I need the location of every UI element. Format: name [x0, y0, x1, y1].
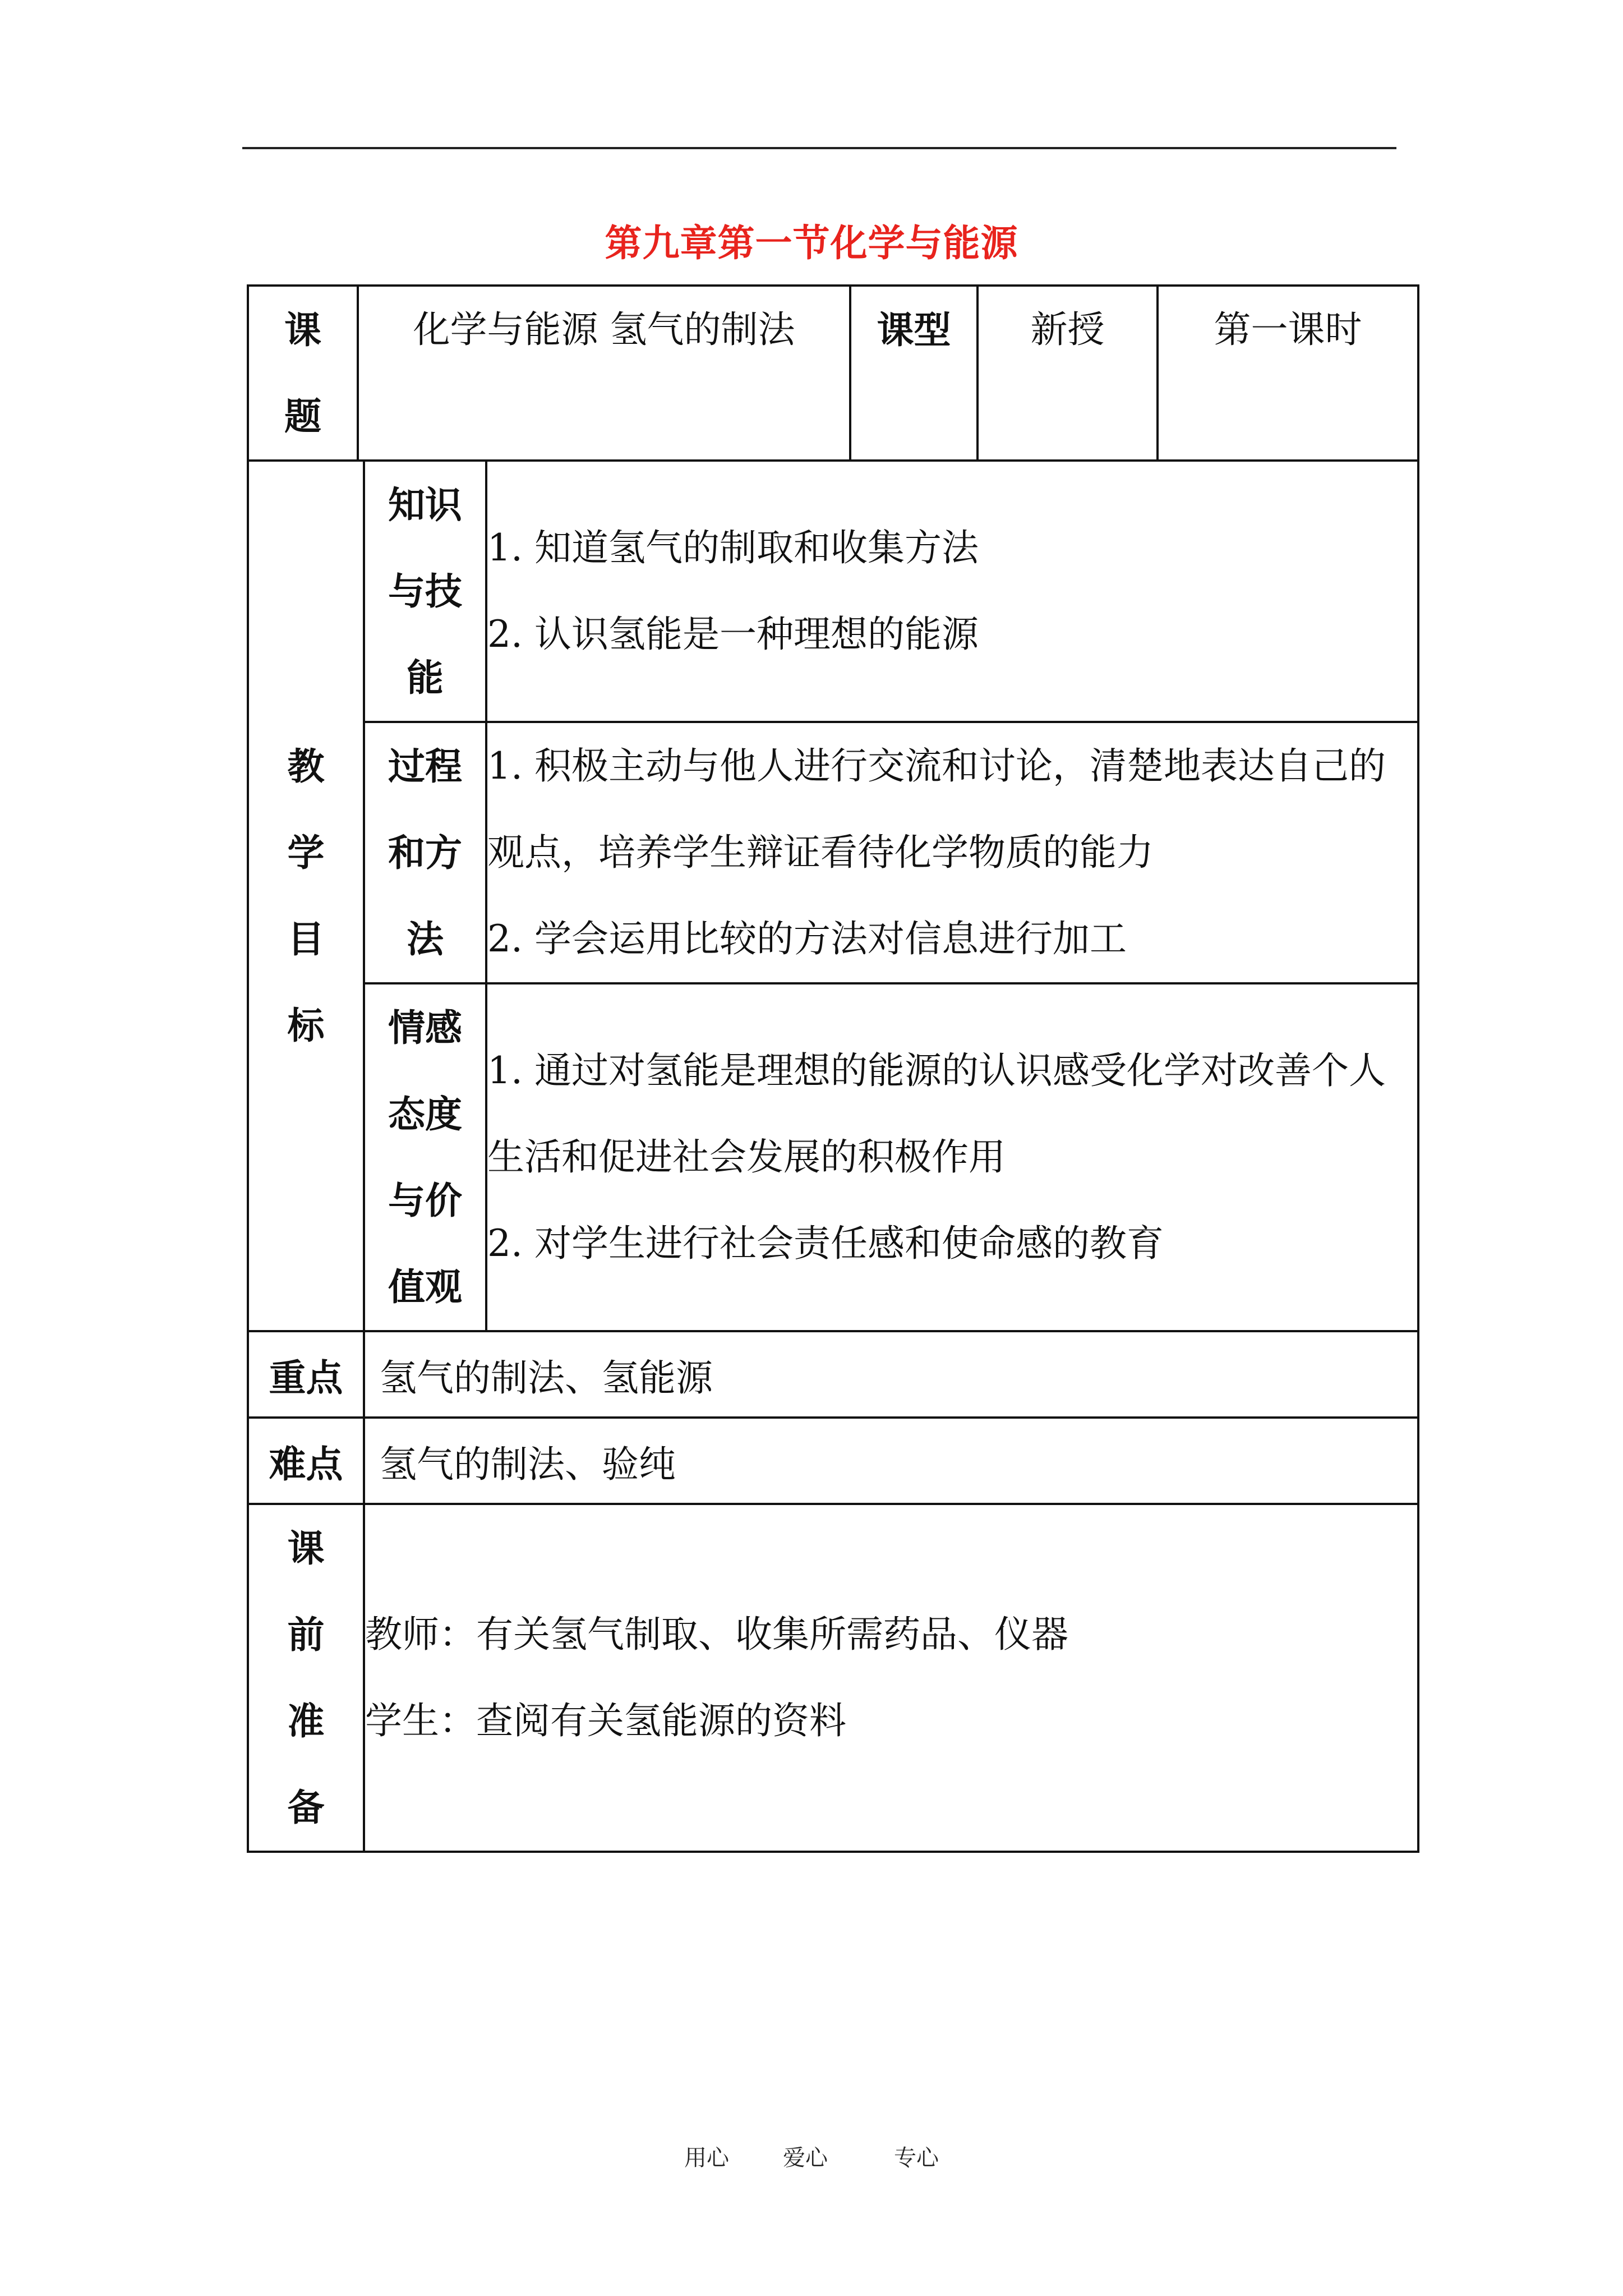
- preparation-label-cell: [248, 1504, 364, 1852]
- process-label-cell: [364, 722, 486, 983]
- topic-label-cell: [248, 286, 358, 461]
- difficulty-text: 氢气的制法、验纯: [380, 1442, 676, 1486]
- key-point-label: 重点: [269, 1355, 343, 1400]
- process-item: 2. 学会运用比较的方法对信息进行加工: [487, 917, 1127, 960]
- knowledge-item: 1. 知道氢气的制取和收集方法: [487, 526, 979, 569]
- preparation-row: [248, 1504, 1418, 1852]
- objectives-label-cell: [248, 461, 364, 1331]
- footer-text: 专心: [894, 2145, 939, 2171]
- footer-text: 用心: [684, 2145, 729, 2171]
- lesson-plan-table: [247, 284, 1419, 1853]
- type-label-cell: [850, 286, 978, 461]
- topic-label: 课题: [284, 308, 321, 438]
- process-item: 1. 积极主动与他人进行交流和讨论，清楚地表达自己的观点，培养学生辩证看待化学物质的能力: [487, 744, 1386, 874]
- difficulty-label: 难点: [269, 1442, 343, 1486]
- page-title: 第九章第一节化学与能源: [605, 221, 1018, 265]
- difficulty-content: [364, 1418, 1418, 1504]
- attitude-content: [486, 983, 1418, 1331]
- process-label: 过程和方法: [388, 744, 462, 961]
- attitude-label: 情感态度与价值观: [388, 1006, 462, 1309]
- knowledge-row: [248, 461, 1418, 722]
- period-cell: [1158, 286, 1418, 461]
- type-cell: [978, 286, 1158, 461]
- key-point-content: [364, 1331, 1418, 1418]
- attitude-row: [248, 983, 1418, 1331]
- attitude-label-cell: [364, 983, 486, 1331]
- objectives-label: 教学目标: [287, 744, 325, 1047]
- topic-row: [248, 286, 1418, 461]
- process-content: [486, 722, 1418, 983]
- period-value: 第一课时: [1214, 308, 1362, 351]
- preparation-content: [364, 1504, 1418, 1852]
- process-row: [248, 722, 1418, 983]
- knowledge-item: 2. 认识氢能是一种理想的能源: [487, 613, 979, 656]
- key-point-row: [248, 1331, 1418, 1418]
- footer-text: 爱心: [783, 2145, 828, 2171]
- knowledge-label: 知识与技能: [388, 483, 462, 700]
- header-rule: [242, 147, 1396, 149]
- key-point-label-cell: [248, 1331, 364, 1418]
- topic-text: 化学与能源 氢气的制法: [413, 308, 795, 351]
- preparation-student: 学生：查阅有关氢能源的资料: [365, 1699, 846, 1742]
- topic-cell: [358, 286, 850, 461]
- attitude-item: 1. 通过对氢能是理想的能源的认识感受化学对改善个人生活和促进社会发展的积极作用: [487, 1049, 1386, 1179]
- knowledge-content: [486, 461, 1418, 722]
- attitude-item: 2. 对学生进行社会责任感和使命感的教育: [487, 1222, 1164, 1265]
- knowledge-label-cell: [364, 461, 486, 722]
- preparation-teacher: 教师：有关氢气制取、收集所需药品、仪器: [365, 1613, 1068, 1656]
- difficulty-label-cell: [248, 1418, 364, 1504]
- key-point-text: 氢气的制法、氢能源: [380, 1356, 713, 1400]
- footer: [0, 2140, 1623, 2179]
- preparation-label: 课前准备: [287, 1526, 325, 1829]
- type-value: 新授: [1030, 308, 1105, 351]
- difficulty-row: [248, 1418, 1418, 1504]
- type-label: 课型: [877, 308, 951, 352]
